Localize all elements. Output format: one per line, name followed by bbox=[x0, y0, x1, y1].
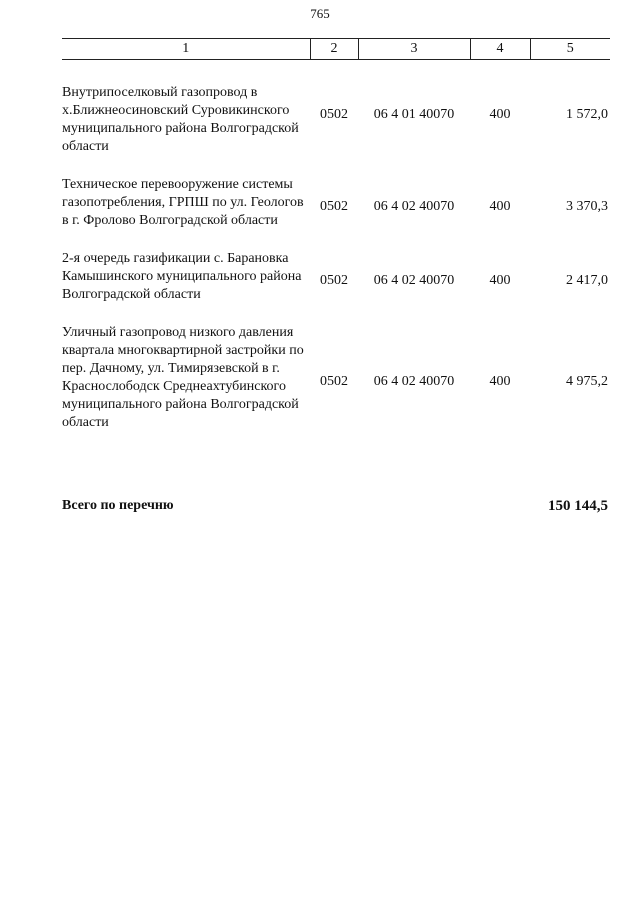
amount: 3 370,3 bbox=[566, 199, 608, 214]
section-code: 0502 bbox=[320, 273, 348, 288]
object-name: 2-я очередь газификации с. Барановка Камышинского муниципального района Волгоградской области bbox=[62, 251, 302, 302]
amount: 2 417,0 bbox=[566, 273, 608, 288]
table-row bbox=[62, 170, 610, 244]
total-row bbox=[62, 498, 610, 515]
table-row bbox=[62, 244, 610, 318]
target-article: 06 4 02 40070 bbox=[373, 374, 455, 389]
expense-type: 400 bbox=[489, 107, 511, 122]
appropriations-table bbox=[62, 38, 610, 446]
expense-type: 400 bbox=[489, 374, 511, 389]
table-row bbox=[62, 318, 610, 446]
object-name: Техническое перевооружение системы газопотребления, ГРПШ по ул. Геологов в г. Фролово Волгоградской области bbox=[62, 177, 304, 228]
target-article: 06 4 02 40070 bbox=[373, 273, 455, 288]
column-header-2: 2 bbox=[310, 39, 358, 60]
object-name: Внутрипоселковый газопровод в х.Ближнеосиновский Суровикинского муниципального района Волгоградской области bbox=[62, 85, 299, 154]
column-header-1: 1 bbox=[62, 39, 310, 60]
section-code: 0502 bbox=[320, 107, 348, 122]
section-code: 0502 bbox=[320, 374, 348, 389]
expense-type: 400 bbox=[489, 273, 511, 288]
header-row bbox=[62, 39, 610, 60]
column-header-5: 5 bbox=[530, 39, 610, 60]
total-amount: 150 144,5 bbox=[548, 498, 608, 514]
amount: 4 975,2 bbox=[566, 374, 608, 389]
page-number: 765 bbox=[310, 6, 330, 21]
expense-type: 400 bbox=[489, 199, 511, 214]
column-header-4: 4 bbox=[470, 39, 530, 60]
table-row bbox=[62, 60, 610, 171]
total-label: Всего по перечню bbox=[62, 498, 174, 513]
column-header-3: 3 bbox=[358, 39, 470, 60]
section-code: 0502 bbox=[320, 199, 348, 214]
target-article: 06 4 02 40070 bbox=[373, 199, 455, 214]
amount: 1 572,0 bbox=[566, 107, 608, 122]
target-article: 06 4 01 40070 bbox=[373, 107, 455, 122]
appropriations-table-container bbox=[62, 38, 610, 446]
object-name: Уличный газопровод низкого давления квартала многоквартирной застройки по пер. Дачному, ул. Тимирязевской в г. Краснослободск Среднеахтубинского муниципального района Волгоградской области bbox=[62, 325, 304, 430]
